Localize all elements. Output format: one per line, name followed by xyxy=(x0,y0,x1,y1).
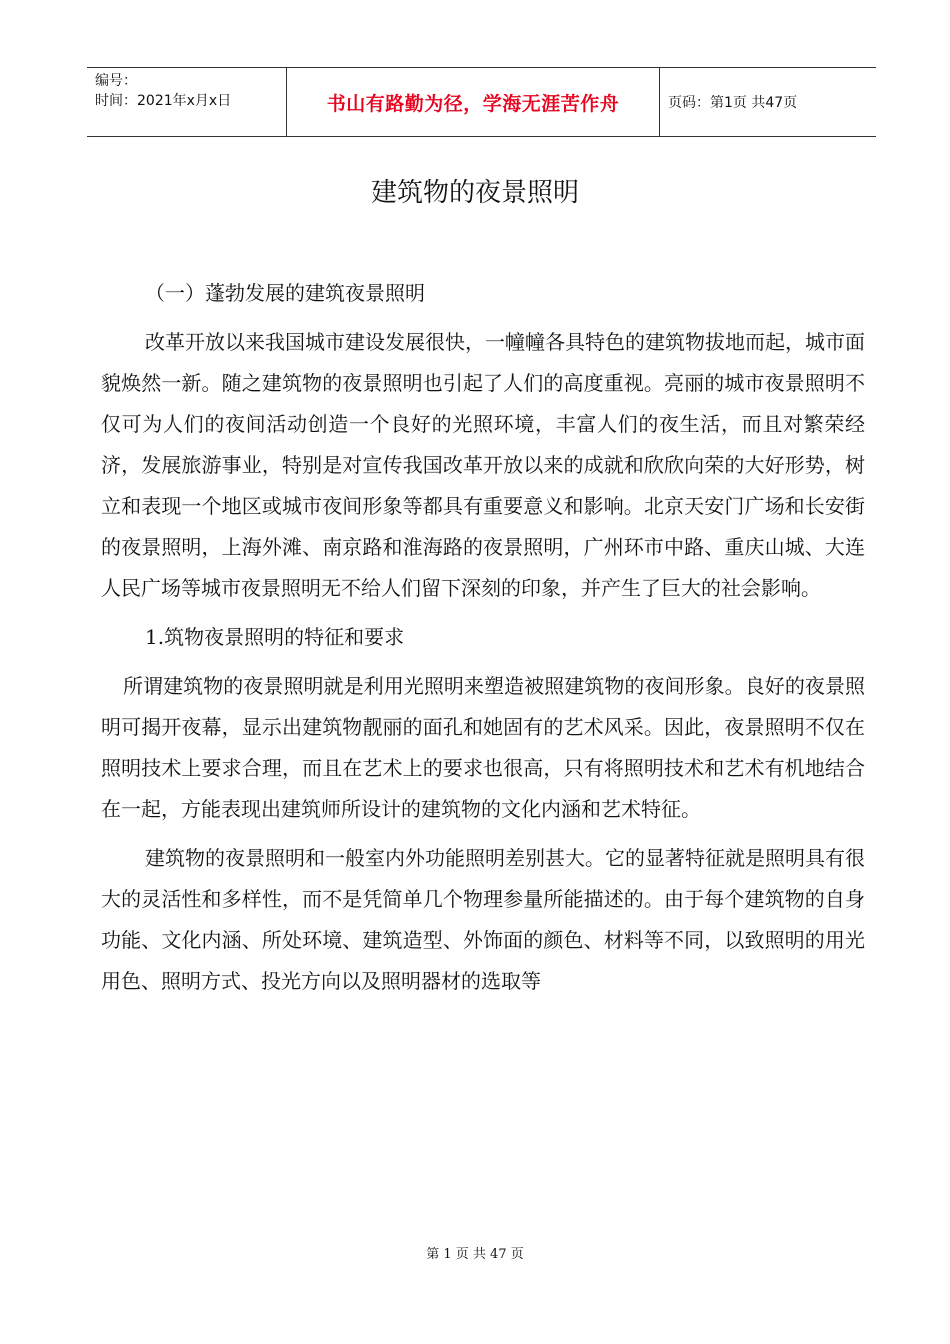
document-title: 建筑物的夜景照明 xyxy=(370,178,579,208)
header-page-info: 页码：第1页 共47页 xyxy=(668,95,798,111)
header-meta-cell xyxy=(87,68,287,136)
page-header xyxy=(87,67,876,137)
paragraph-1: 改革开放以来我国城市建设发展很快，一幢幢各具特色的建筑物拔地而起，城市面貌焕然一新。随之建筑物的夜景照明也引起了人们的高度重视。亮丽的城市夜景照明不仅可为人们的夜间活动创造一个良好的光照环境，丰富人们的夜生活，而且对繁荣经济，发展旅游事业，特别是对宣传我国改革开放以来的成就和欣欣向荣的大好形势，树立和表现一个地区或城市夜间形象等都具有重要意义和影响。北京天安门广场和长安街的夜景照明，上海外滩、南京路和淮海路的夜景照明，广州环市中路、重庆山城、大连人民广场等城市夜景照明无不给人们留下深刻的印象，并产生了巨大的社会影响。 xyxy=(101,330,865,600)
section-heading: （一）蓬勃发展的建筑夜景照明 xyxy=(145,281,425,305)
time-label: 时间：2021年x月x日 xyxy=(95,93,232,109)
paragraph-2: 所谓建筑物的夜景照明就是利用光照明来塑造被照建筑物的夜间形象。良好的夜景照明可揭开夜幕，显示出建筑物靓丽的面孔和她固有的艺术风采。因此，夜景照明不仅在照明技术上要求合理，而且在艺术上的要求也很高，只有将照明技术和艺术有机地结合在一起，方能表现出建筑师所设计的建筑物的文化内涵和艺术特征。 xyxy=(101,674,865,821)
number-label: 编号： xyxy=(95,73,137,89)
paragraph-3: 建筑物的夜景照明和一般室内外功能照明差别甚大。它的显著特征就是照明具有很大的灵活性和多样性，而不是凭简单几个物理参量所能描述的。由于每个建筑物的自身功能、文化内涵、所处环境、建筑造型、外饰面的颜色、材料等不同，以致照明的用光用色、照明方式、投光方向以及照明器材的选取等 xyxy=(101,846,865,993)
header-motto: 书山有路勤为径，学海无涯苦作舟 xyxy=(287,68,660,136)
subheading-1: 1.筑物夜景照明的特征和要求 xyxy=(145,625,405,649)
page-footer: 第 1 页 共 47 页 xyxy=(426,1247,524,1262)
document-body xyxy=(101,273,865,1002)
